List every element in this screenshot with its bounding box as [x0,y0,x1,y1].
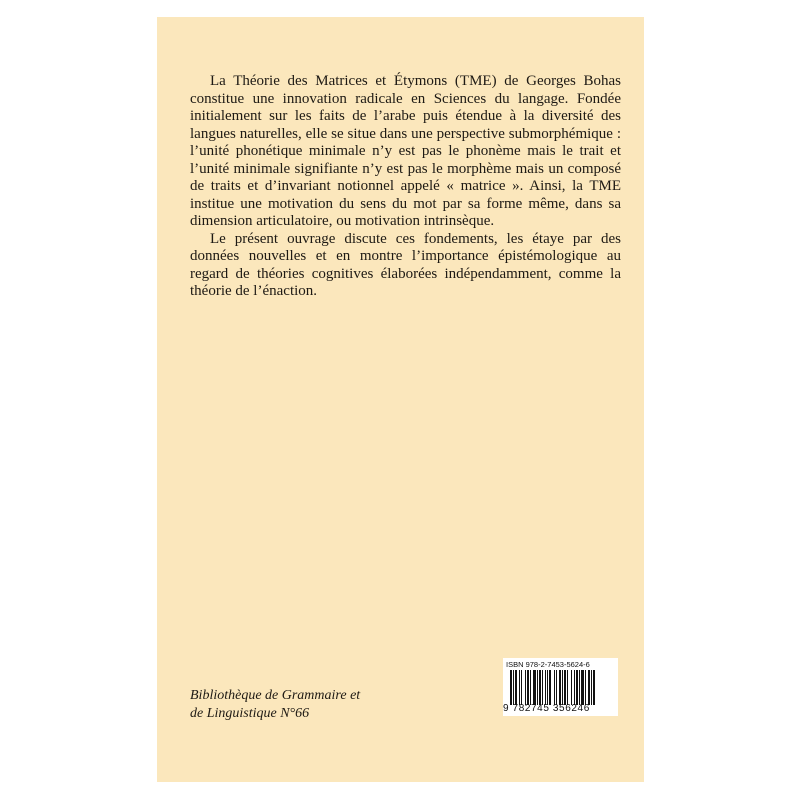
barcode-bars-icon [510,670,612,705]
blurb-paragraph-1: La Théorie des Matrices et Étymons (TME) de Georges Bohas constitue une innovation radicale en Sciences du langage. Fondée initialement sur les faits de l’arabe puis étendue à la diversité des langues naturelles, elle se situe dans une perspective submorphémique : l’unité phonétique minimale n’y est pas le phonème mais le trait et l’unité minimale signifiante n’y est pas le morphème mais un composé de traits et d’invariant notionnel appelé « matrice ». Ainsi, la TME institue une motivation du sens du mot par sa forme même, dans sa dimension articulatoire, ou motivation intrinsèque. [190,73,621,229]
series-title-line-2: de Linguistique N°66 [190,706,310,721]
isbn-barcode [503,658,618,716]
isbn-label: ISBN 978-2-7453-5624-6 [506,660,590,669]
back-cover-blurb [190,73,621,301]
series-title-line-1: Bibliothèque de Grammaire et [190,688,361,703]
ean-digits: 9 782745 356246 [503,703,590,714]
series-title [190,687,430,723]
blurb-paragraph-2: Le présent ouvrage discute ces fondements, les étaye par des données nouvelles et en montre l’importance épistémologique au regard de théories cognitives élaborées indépendamment, comme la théorie de l’énaction. [190,230,621,299]
